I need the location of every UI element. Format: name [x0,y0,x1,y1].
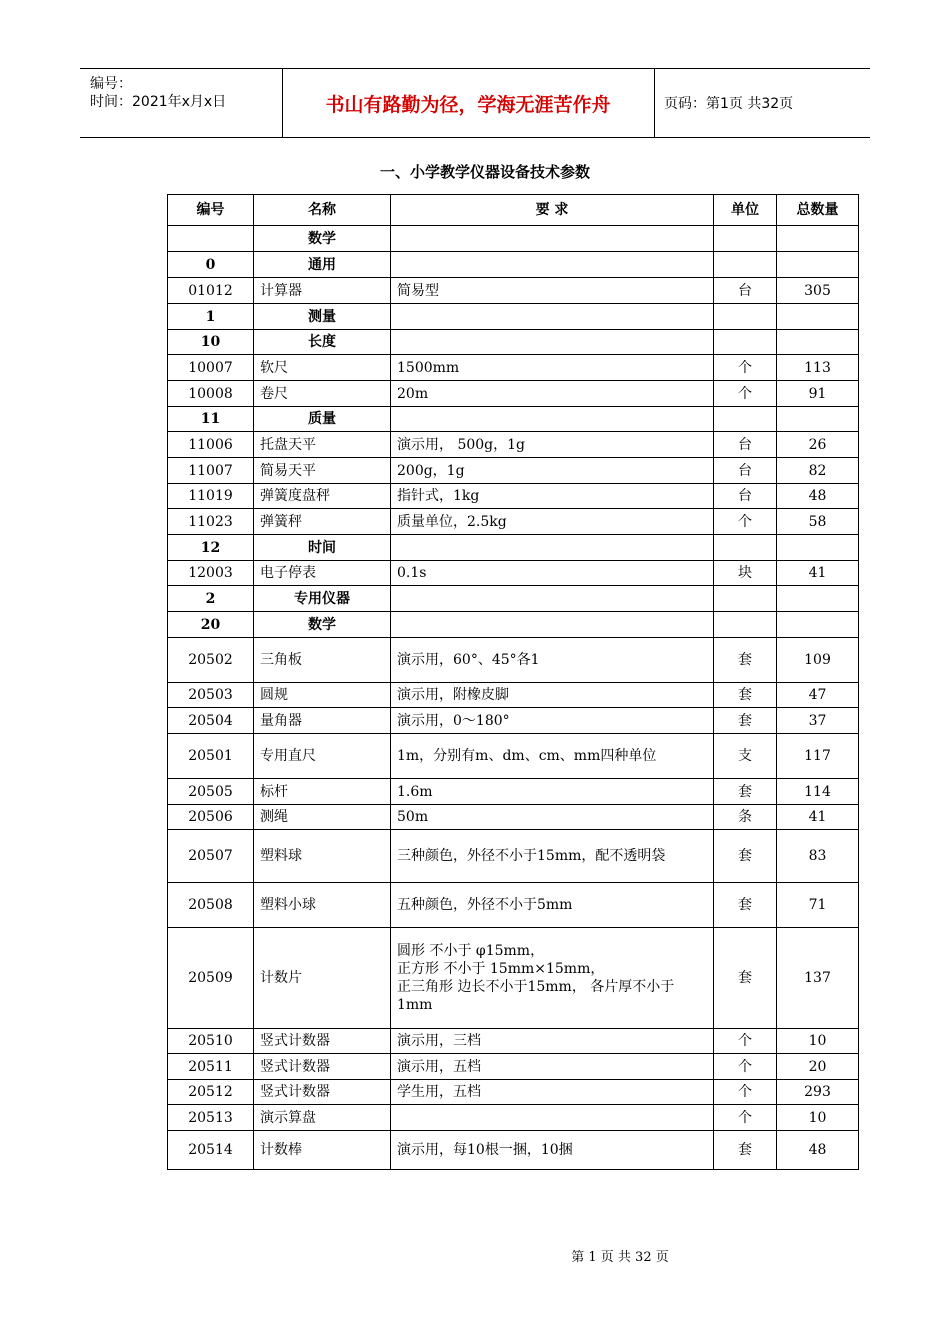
requirement-cell: 演示用，0～180° [391,708,714,734]
unit-cell: 台 [714,458,777,484]
table-row [168,561,859,586]
table-row [168,381,859,407]
name-cell: 标杆 [254,779,391,805]
code-cell: 20504 [168,708,254,734]
quantity-cell: 41 [777,805,859,830]
unit-cell [714,612,777,638]
code-cell: 20511 [168,1054,254,1080]
table-row [168,638,859,683]
unit-cell: 支 [714,734,777,779]
table-row [168,734,859,779]
code-cell: 20505 [168,779,254,805]
code-cell: 11006 [168,432,254,458]
code-cell: 20512 [168,1080,254,1105]
name-cell: 演示算盘 [254,1105,391,1131]
name-cell: 竖式计数器 [254,1054,391,1080]
quantity-cell: 114 [777,779,859,805]
table-row [168,484,859,509]
code-cell: 20513 [168,1105,254,1131]
requirement-cell [391,1105,714,1131]
unit-cell: 套 [714,928,777,1029]
unit-cell: 套 [714,830,777,883]
table-row [168,805,859,830]
requirement-cell: 简易型 [391,278,714,304]
name-cell: 竖式计数器 [254,1080,391,1105]
requirement-cell [391,252,714,278]
quantity-cell [777,586,859,612]
table-row [168,830,859,883]
unit-cell: 套 [714,708,777,734]
requirement-cell: 200g，1g [391,458,714,484]
unit-cell: 套 [714,638,777,683]
name-cell: 计算器 [254,278,391,304]
code-cell: 12003 [168,561,254,586]
requirement-cell: 50m [391,805,714,830]
category-row [168,612,859,638]
unit-cell: 套 [714,779,777,805]
table-row [168,683,859,708]
code-cell: 1 [168,304,254,330]
quantity-cell: 117 [777,734,859,779]
quantity-cell [777,252,859,278]
table-row [168,278,859,304]
time-label: 时间：2021年x月x日 [90,94,227,110]
code-cell: 20510 [168,1029,254,1054]
page-footer: 第 1 页 共 32 页 [571,1250,669,1265]
requirement-cell: 1500mm [391,355,714,381]
quantity-cell [777,226,859,252]
name-cell: 量角器 [254,708,391,734]
category-row [168,535,859,561]
header-requirement: 要 求 [391,195,714,226]
unit-cell: 套 [714,1131,777,1170]
name-cell: 测量 [254,304,391,330]
header-meta [80,69,282,137]
table-body [168,226,859,1170]
requirement-cell [391,226,714,252]
quantity-cell: 305 [777,278,859,304]
quantity-cell: 26 [777,432,859,458]
requirement-cell [391,535,714,561]
requirement-cell: 1m，分别有m、dm、cm、mm四种单位 [391,734,714,779]
name-cell: 竖式计数器 [254,1029,391,1054]
code-cell: 20 [168,612,254,638]
quantity-cell: 91 [777,381,859,407]
name-cell: 长度 [254,330,391,355]
header-quantity: 总数量 [777,195,859,226]
header-motto: 书山有路勤为径，学海无涯苦作舟 [325,93,611,116]
name-cell: 专用直尺 [254,734,391,779]
code-cell: 20506 [168,805,254,830]
table-row [168,883,859,928]
code-cell: 0 [168,252,254,278]
requirement-cell [391,330,714,355]
quantity-cell: 48 [777,484,859,509]
requirement-cell: 演示用， 500g，1g [391,432,714,458]
requirement-cell: 质量单位，2.5kg [391,509,714,535]
name-cell: 数学 [254,612,391,638]
unit-cell: 个 [714,1054,777,1080]
unit-cell [714,535,777,561]
header-page-info: 页码：第1页 共32页 [664,96,794,112]
code-cell: 11023 [168,509,254,535]
table-row [168,1105,859,1131]
unit-cell: 块 [714,561,777,586]
name-cell: 数学 [254,226,391,252]
quantity-cell: 41 [777,561,859,586]
code-cell: 11 [168,407,254,432]
unit-cell: 台 [714,484,777,509]
quantity-cell [777,407,859,432]
table-row [168,708,859,734]
unit-cell [714,586,777,612]
code-cell: 20503 [168,683,254,708]
code-cell: 10 [168,330,254,355]
category-row [168,330,859,355]
table-row [168,432,859,458]
header-divider [654,69,655,137]
unit-cell: 个 [714,509,777,535]
unit-cell: 条 [714,805,777,830]
table-row [168,1029,859,1054]
requirement-cell: 20m [391,381,714,407]
name-cell: 简易天平 [254,458,391,484]
quantity-cell: 293 [777,1080,859,1105]
unit-cell [714,407,777,432]
name-cell: 专用仪器 [254,586,391,612]
name-cell: 塑料球 [254,830,391,883]
unit-cell: 个 [714,1029,777,1054]
quantity-cell: 113 [777,355,859,381]
quantity-cell: 10 [777,1029,859,1054]
code-cell: 12 [168,535,254,561]
quantity-cell: 83 [777,830,859,883]
unit-cell: 个 [714,381,777,407]
quantity-cell: 137 [777,928,859,1029]
code-cell: 01012 [168,278,254,304]
quantity-cell [777,535,859,561]
table-row [168,928,859,1029]
table-row [168,1054,859,1080]
code-cell: 11007 [168,458,254,484]
unit-cell [714,304,777,330]
quantity-cell: 47 [777,683,859,708]
unit-cell [714,330,777,355]
page-header [80,68,870,138]
table-row [168,355,859,381]
document-title: 一、小学教学仪器设备技术参数 [379,163,590,181]
code-cell: 20509 [168,928,254,1029]
name-cell: 通用 [254,252,391,278]
quantity-cell: 37 [777,708,859,734]
name-cell: 塑料小球 [254,883,391,928]
name-cell: 弹簧秤 [254,509,391,535]
category-row [168,226,859,252]
table-row [168,458,859,484]
name-cell: 弹簧度盘秤 [254,484,391,509]
unit-cell: 个 [714,1080,777,1105]
number-label: 编号： [90,76,132,92]
name-cell: 卷尺 [254,381,391,407]
name-cell: 质量 [254,407,391,432]
unit-cell [714,252,777,278]
quantity-cell [777,612,859,638]
requirement-cell: 学生用，五档 [391,1080,714,1105]
quantity-cell: 20 [777,1054,859,1080]
requirement-cell: 演示用，五档 [391,1054,714,1080]
code-cell: 20507 [168,830,254,883]
code-cell: 11019 [168,484,254,509]
category-row [168,407,859,432]
code-cell [168,226,254,252]
code-cell: 20508 [168,883,254,928]
requirement-cell: 演示用，60°、45°各1 [391,638,714,683]
header-name: 名称 [254,195,391,226]
requirement-cell: 演示用，三档 [391,1029,714,1054]
quantity-cell: 48 [777,1131,859,1170]
quantity-cell: 71 [777,883,859,928]
name-cell: 托盘天平 [254,432,391,458]
quantity-cell [777,304,859,330]
requirement-cell: 1.6m [391,779,714,805]
name-cell: 圆规 [254,683,391,708]
table-row [168,779,859,805]
unit-cell: 套 [714,883,777,928]
requirement-cell [391,586,714,612]
requirement-cell: 0.1s [391,561,714,586]
header-unit: 单位 [714,195,777,226]
code-cell: 20501 [168,734,254,779]
category-row [168,304,859,330]
table-header-row [168,195,859,226]
table-row [168,509,859,535]
table-row [168,1080,859,1105]
table-row [168,1131,859,1170]
requirement-cell: 圆形 不小于 φ15mm， 正方形 不小于 15mm×15mm， 正三角形 边长不小于15mm， 各片厚不小于1mm [391,928,714,1029]
code-cell: 20514 [168,1131,254,1170]
header-code: 编号 [168,195,254,226]
name-cell: 计数片 [254,928,391,1029]
category-row [168,586,859,612]
requirement-cell: 五种颜色，外径不小于5mm [391,883,714,928]
name-cell: 测绳 [254,805,391,830]
requirement-cell: 三种颜色，外径不小于15mm，配不透明袋 [391,830,714,883]
code-cell: 20502 [168,638,254,683]
requirement-cell [391,407,714,432]
unit-cell: 台 [714,278,777,304]
requirement-cell: 演示用，每10根一捆，10捆 [391,1131,714,1170]
spec-table [167,194,859,1170]
quantity-cell [777,330,859,355]
name-cell: 软尺 [254,355,391,381]
category-row [168,252,859,278]
code-cell: 10007 [168,355,254,381]
unit-cell: 台 [714,432,777,458]
quantity-cell: 109 [777,638,859,683]
name-cell: 三角板 [254,638,391,683]
quantity-cell: 58 [777,509,859,535]
quantity-cell: 82 [777,458,859,484]
name-cell: 电子停表 [254,561,391,586]
unit-cell: 个 [714,1105,777,1131]
code-cell: 2 [168,586,254,612]
code-cell: 10008 [168,381,254,407]
unit-cell: 套 [714,683,777,708]
requirement-cell [391,304,714,330]
unit-cell: 个 [714,355,777,381]
unit-cell [714,226,777,252]
quantity-cell: 10 [777,1105,859,1131]
name-cell: 时间 [254,535,391,561]
requirement-cell [391,612,714,638]
requirement-cell: 演示用，附橡皮脚 [391,683,714,708]
requirement-cell: 指针式，1kg [391,484,714,509]
name-cell: 计数棒 [254,1131,391,1170]
